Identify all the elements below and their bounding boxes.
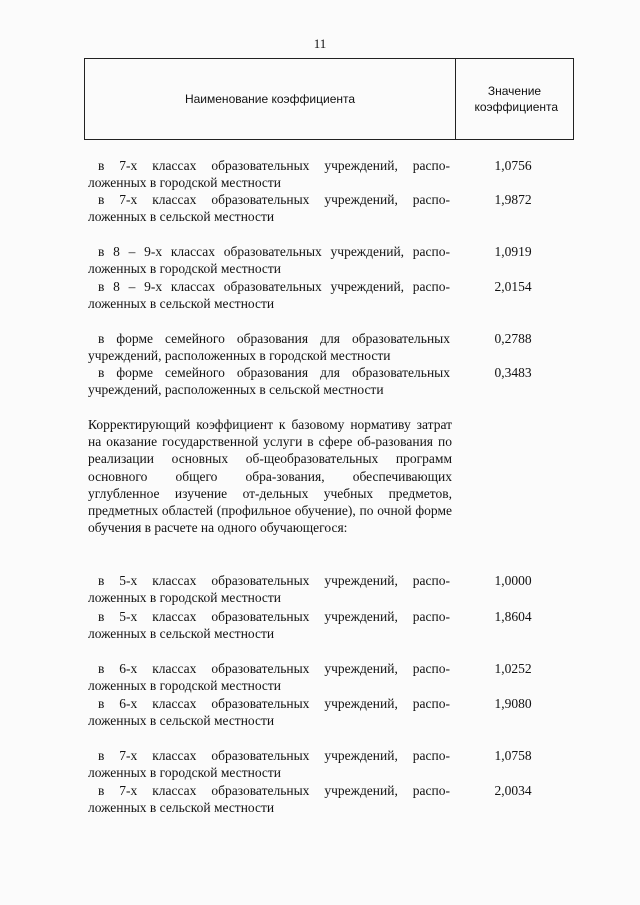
- coefficient-description: в 7-х классах образовательных учреждений, распо-ложенных в городской местности: [88, 748, 450, 780]
- coefficient-value: 0,2788: [494, 331, 532, 346]
- coefficient-row: [88, 660, 450, 694]
- coefficient-value: 1,0252: [494, 661, 532, 676]
- coefficient-description: в форме семейного образования для образовательных учреждений, расположенных в сельской местности: [88, 365, 450, 397]
- coefficient-row: [88, 243, 450, 277]
- coefficient-row: [88, 191, 450, 225]
- coefficient-description: в 5-х классах образовательных учреждений, распо-ложенных в сельской местности: [88, 609, 450, 641]
- coefficient-row: [88, 364, 450, 398]
- coefficient-description: в 6-х классах образовательных учреждений, распо-ложенных в сельской местности: [88, 696, 450, 728]
- coefficient-value: 2,0034: [494, 783, 532, 798]
- page-number: 11: [313, 36, 327, 51]
- coefficient-row: [88, 157, 450, 191]
- coefficient-value: 2,0154: [494, 279, 532, 294]
- coefficient-description: в форме семейного образования для образовательных учреждений, расположенных в городской местности: [88, 331, 450, 363]
- coefficient-value: 1,0919: [494, 244, 532, 259]
- coefficient-value: 1,9872: [494, 192, 532, 207]
- coefficient-description: в 8 – 9-х классах образовательных учреждений, распо-ложенных в сельской местности: [88, 279, 450, 311]
- coefficient-row: [88, 330, 450, 364]
- coefficient-description: в 7-х классах образовательных учреждений, распо-ложенных в городской местности: [88, 158, 450, 190]
- coefficient-value: 1,8604: [494, 609, 532, 624]
- correction-coefficient-description: Корректирующий коэффициент к базовому нормативу затрат на оказание государственной услуги в сфере об-разования по реализации основных об-щеобразовательных программ основного общего обра-зования, обеспечивающих углубленное изучение от-дельных учебных предметов, предметных областей (профильное обучение), по очной форме обучения в расчете на одного обучающегося:: [88, 417, 452, 536]
- coefficient-value: 0,3483: [494, 365, 532, 380]
- coefficient-description: в 7-х классах образовательных учреждений, распо-ложенных в сельской местности: [88, 192, 450, 224]
- coefficient-row: [88, 572, 450, 606]
- name-column-label: Наименование коэффициента: [184, 92, 356, 106]
- value-column-label: Значение коэффициента: [474, 84, 559, 114]
- coefficient-row: [88, 608, 450, 642]
- coefficient-row: [88, 278, 450, 312]
- coefficient-value: 1,9080: [494, 696, 532, 711]
- value-column-header: [456, 59, 573, 139]
- coefficient-value: 1,0758: [494, 748, 532, 763]
- coefficient-row: [88, 747, 450, 781]
- coefficient-description: в 6-х классах образовательных учреждений, распо-ложенных в городской местности: [88, 661, 450, 693]
- name-column-header: [85, 59, 456, 139]
- coefficient-row: [88, 782, 450, 816]
- coefficient-description: в 7-х классах образовательных учреждений, распо-ложенных в сельской местности: [88, 783, 450, 815]
- coefficient-value: 1,0000: [494, 573, 532, 588]
- coefficient-description: в 5-х классах образовательных учреждений, распо-ложенных в городской местности: [88, 573, 450, 605]
- coefficient-description: в 8 – 9-х классах образовательных учреждений, распо-ложенных в городской местности: [88, 244, 450, 276]
- coefficient-row: [88, 695, 450, 729]
- table-header: [84, 58, 574, 140]
- coefficient-value: 1,0756: [494, 158, 532, 173]
